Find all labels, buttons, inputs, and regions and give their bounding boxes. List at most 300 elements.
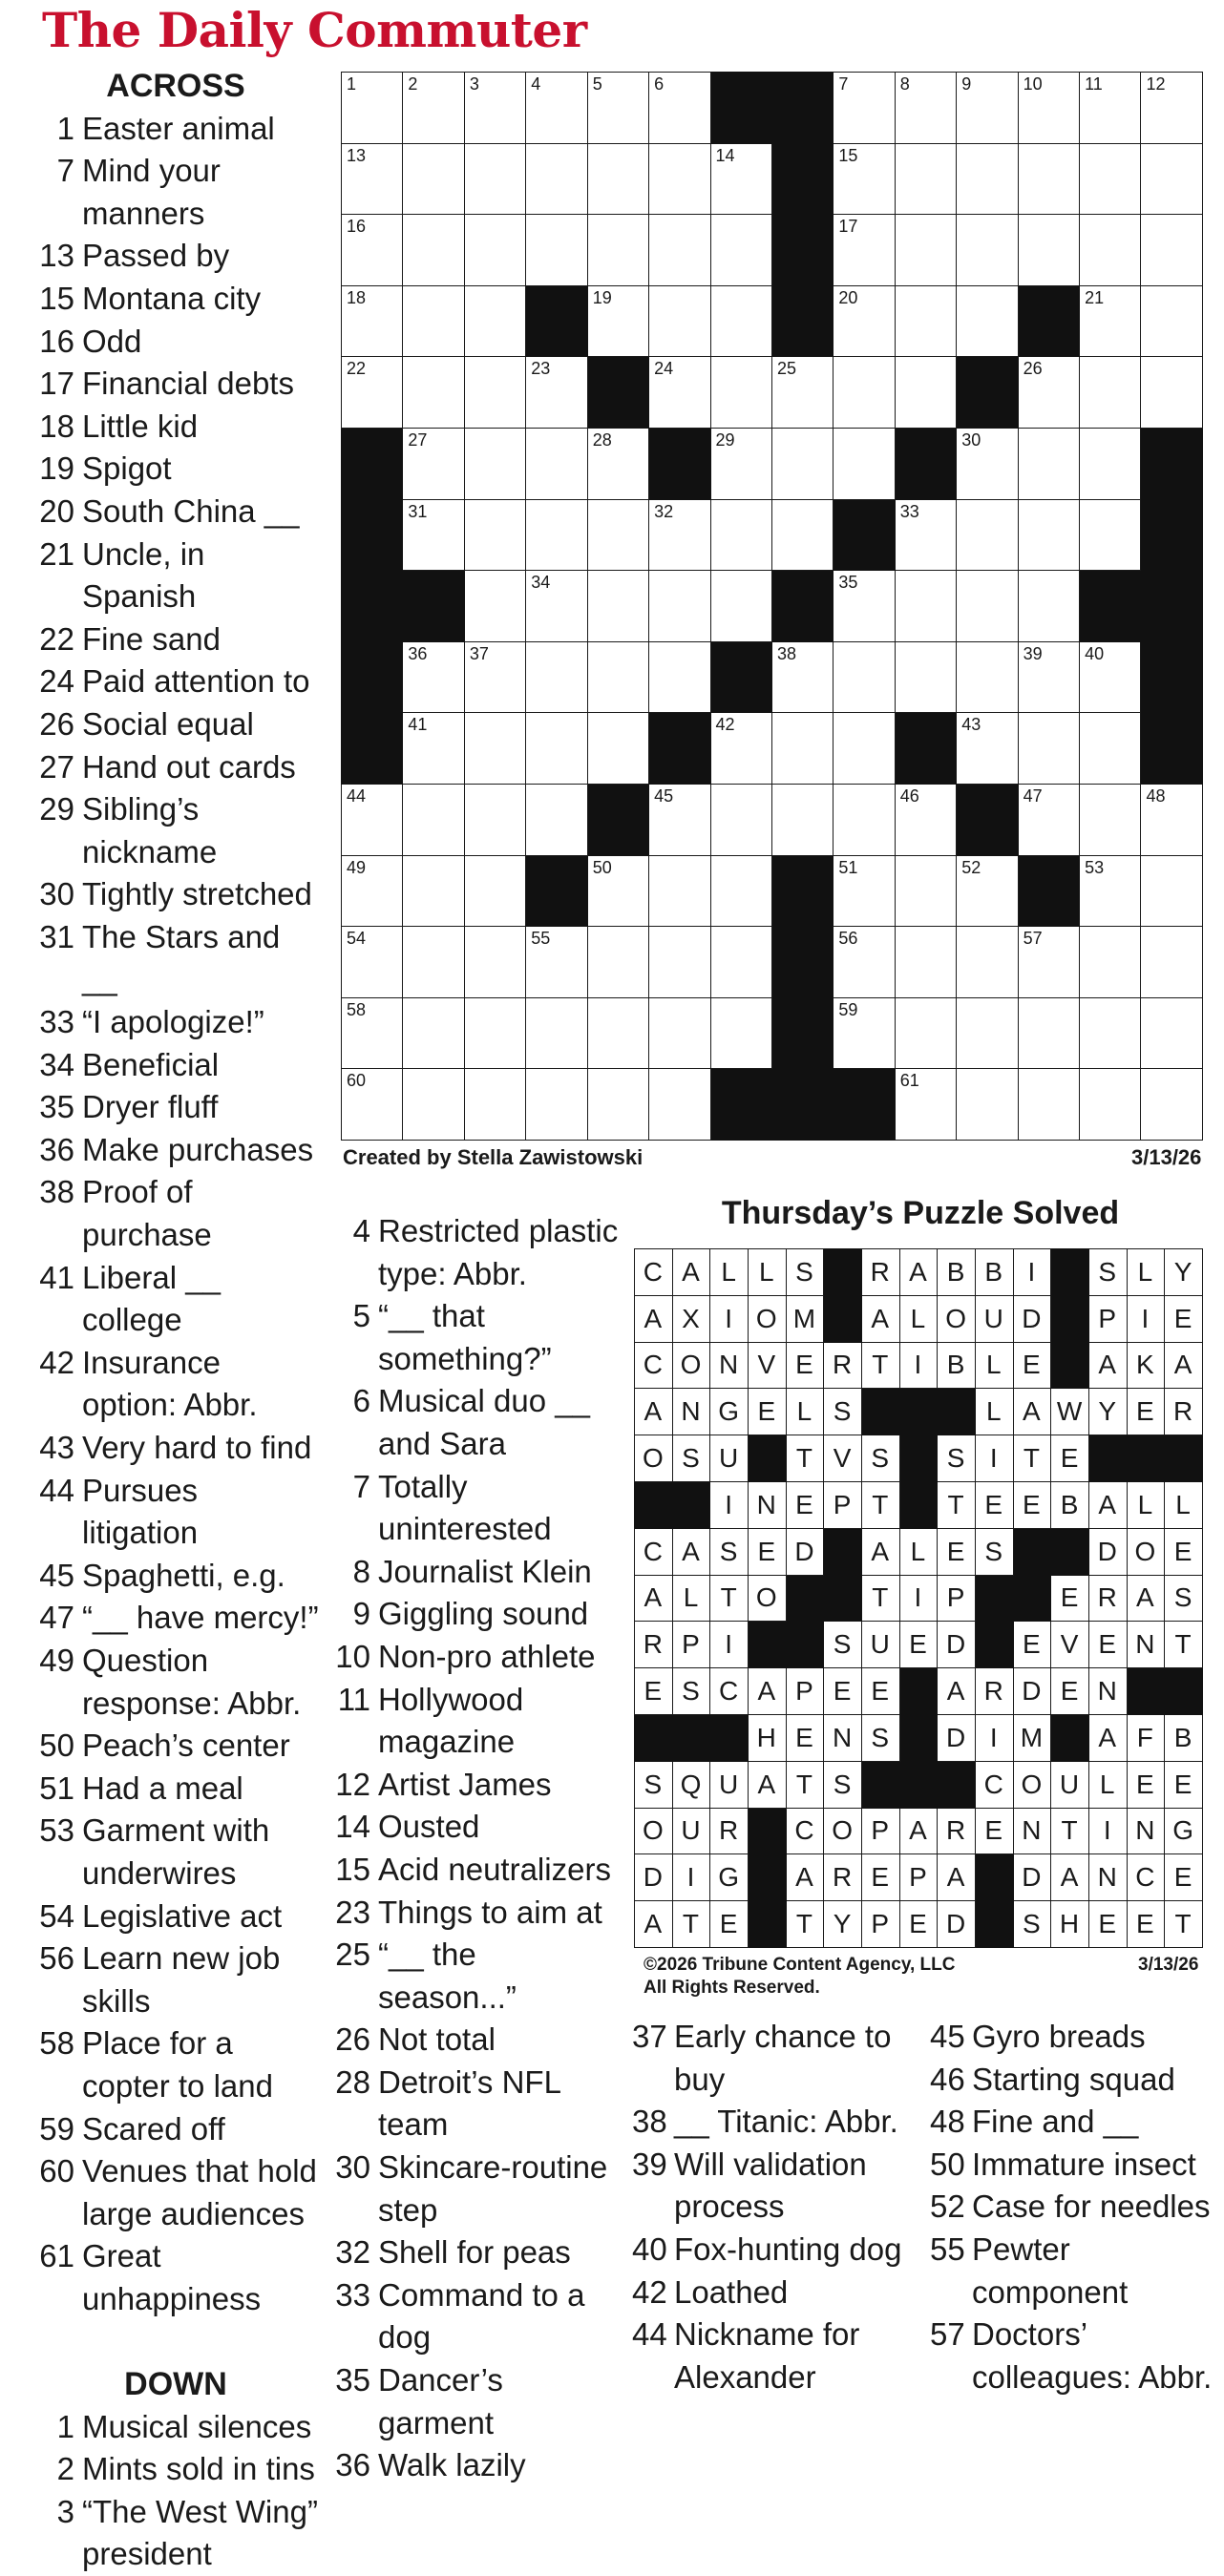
grid-cell[interactable] — [895, 357, 956, 429]
grid-cell[interactable] — [1141, 73, 1203, 144]
grid-cell[interactable] — [895, 285, 956, 357]
grid-cell[interactable] — [710, 428, 771, 499]
across-clue[interactable] — [32, 491, 319, 534]
grid-cell[interactable] — [1141, 215, 1203, 286]
grid-cell[interactable] — [464, 143, 525, 215]
grid-cell[interactable] — [834, 285, 895, 357]
grid-cell[interactable] — [342, 73, 403, 144]
grid-cell[interactable] — [649, 784, 710, 855]
down-heading: DOWN — [124, 2366, 227, 2403]
grid-cell[interactable] — [1018, 73, 1079, 144]
grid-cell[interactable] — [526, 784, 587, 855]
down-clue[interactable] — [334, 1466, 621, 1551]
across-clue[interactable] — [32, 2150, 319, 2235]
grid-cell[interactable] — [403, 997, 464, 1069]
grid-cell[interactable] — [710, 927, 771, 998]
grid-cell[interactable] — [403, 641, 464, 713]
grid-cell[interactable] — [1080, 73, 1141, 144]
grid-cell[interactable] — [1141, 1069, 1203, 1141]
grid-cell[interactable] — [587, 499, 648, 571]
grid-cell[interactable] — [403, 285, 464, 357]
across-clue[interactable] — [32, 1001, 319, 1044]
grid-cell[interactable] — [649, 571, 710, 642]
across-clue[interactable] — [32, 2022, 319, 2107]
down-clue[interactable] — [334, 1636, 621, 1679]
grid-cell[interactable] — [649, 927, 710, 998]
down-clue[interactable] — [632, 2016, 918, 2101]
clue-number: 44 — [39, 1472, 74, 1508]
grid-cell[interactable] — [957, 143, 1018, 215]
grid-cell[interactable] — [526, 357, 587, 429]
grid-cell[interactable] — [587, 997, 648, 1069]
grid-cell[interactable] — [649, 499, 710, 571]
cell-number: 22 — [347, 359, 367, 379]
clue-number: 42 — [632, 2273, 667, 2310]
grid-cell[interactable] — [1080, 784, 1141, 855]
grid-cell[interactable] — [834, 784, 895, 855]
across-clue[interactable] — [32, 406, 319, 449]
grid-cell[interactable] — [1141, 855, 1203, 927]
grid-cell[interactable] — [1018, 713, 1079, 785]
across-clue[interactable] — [32, 1044, 319, 1087]
across-clue[interactable] — [32, 1257, 319, 1342]
grid-cell[interactable] — [526, 927, 587, 998]
grid-cell[interactable] — [771, 357, 833, 429]
grid-cell[interactable] — [464, 997, 525, 1069]
clue-text: Musical duo __ and Sara — [378, 1383, 590, 1461]
across-clue[interactable] — [32, 1086, 319, 1129]
clue-text: Scared off — [82, 2110, 225, 2147]
clue-number: 27 — [39, 748, 74, 785]
down-clue[interactable] — [930, 2144, 1216, 2187]
grid-cell[interactable] — [464, 784, 525, 855]
grid-cell[interactable] — [957, 499, 1018, 571]
grid-cell[interactable] — [587, 641, 648, 713]
grid-cell[interactable] — [771, 784, 833, 855]
across-clue[interactable] — [32, 448, 319, 491]
grid-cell[interactable] — [957, 641, 1018, 713]
solved-date: 3/13/26 — [1138, 1955, 1199, 1975]
grid-cell[interactable] — [834, 571, 895, 642]
grid-cell[interactable] — [771, 713, 833, 785]
solved-cell: V — [1051, 1622, 1089, 1668]
down-clue[interactable] — [930, 2059, 1216, 2102]
across-clue[interactable] — [32, 660, 319, 703]
across-clue[interactable] — [32, 108, 319, 151]
grid-cell[interactable] — [1141, 927, 1203, 998]
down-clue[interactable] — [930, 2229, 1216, 2314]
down-clue[interactable] — [930, 2186, 1216, 2229]
down-clue[interactable] — [930, 2101, 1216, 2144]
grid-cell[interactable] — [834, 641, 895, 713]
grid-cell[interactable] — [587, 215, 648, 286]
grid-cell[interactable] — [895, 1069, 956, 1141]
across-clue[interactable] — [32, 1129, 319, 1172]
across-clue[interactable] — [32, 916, 319, 1001]
grid-cell[interactable] — [526, 428, 587, 499]
across-clue[interactable] — [32, 1895, 319, 1938]
solved-cell: E — [786, 1481, 824, 1528]
grid-cell[interactable] — [403, 215, 464, 286]
grid-cell[interactable] — [895, 73, 956, 144]
down-clue[interactable] — [334, 1764, 621, 1807]
grid-cell[interactable] — [1018, 215, 1079, 286]
solved-cell: G — [1165, 1808, 1203, 1854]
grid-cell[interactable] — [1141, 997, 1203, 1069]
grid-cell[interactable] — [464, 855, 525, 927]
clue-number: 25 — [335, 1937, 370, 1973]
down-clue[interactable] — [632, 2272, 918, 2314]
down-clue[interactable] — [334, 2147, 621, 2231]
down-clue[interactable] — [334, 2359, 621, 2444]
grid-cell[interactable] — [1018, 428, 1079, 499]
solved-cell: Y — [1165, 1249, 1203, 1296]
across-clue[interactable] — [32, 1725, 319, 1768]
grid-cell[interactable] — [1080, 713, 1141, 785]
grid-cell[interactable] — [834, 927, 895, 998]
across-clue[interactable] — [32, 1427, 319, 1470]
grid-cell[interactable] — [1141, 784, 1203, 855]
down-clue[interactable] — [632, 2144, 918, 2229]
solved-cell: H — [748, 1714, 786, 1761]
across-clue[interactable] — [32, 1810, 319, 1895]
grid-cell[interactable] — [587, 73, 648, 144]
grid-cell[interactable] — [710, 784, 771, 855]
down-clue[interactable] — [334, 2274, 621, 2359]
grid-cell[interactable] — [1018, 499, 1079, 571]
solved-cell: L — [672, 1575, 710, 1622]
grid-cell[interactable] — [342, 215, 403, 286]
across-clue[interactable] — [32, 788, 319, 873]
down-clue[interactable] — [334, 1380, 621, 1465]
grid-cell[interactable] — [403, 927, 464, 998]
cell-number: 23 — [531, 359, 551, 379]
grid-cell[interactable] — [526, 641, 587, 713]
grid-cell[interactable] — [587, 428, 648, 499]
down-clue-column-right-1 — [632, 2016, 918, 2398]
grid-cell[interactable] — [1080, 927, 1141, 998]
down-clue[interactable] — [334, 1849, 621, 1892]
grid-cell[interactable] — [526, 997, 587, 1069]
down-clue[interactable] — [930, 2016, 1216, 2059]
across-clue[interactable] — [32, 150, 319, 235]
grid-cell[interactable] — [526, 143, 587, 215]
grid-cell[interactable] — [464, 1069, 525, 1141]
solved-cell: E — [1013, 1481, 1051, 1528]
grid-cell[interactable] — [403, 428, 464, 499]
grid-cell[interactable] — [526, 73, 587, 144]
grid-cell[interactable] — [895, 143, 956, 215]
black-square — [824, 1575, 862, 1622]
grid-cell[interactable] — [834, 143, 895, 215]
grid-cell[interactable] — [1018, 1069, 1079, 1141]
grid-cell[interactable] — [1018, 571, 1079, 642]
cell-number: 44 — [347, 785, 367, 806]
grid-cell[interactable] — [342, 1069, 403, 1141]
down-clue[interactable] — [334, 1295, 621, 1380]
down-clue[interactable] — [334, 2019, 621, 2062]
grid-cell[interactable] — [526, 1069, 587, 1141]
grid-cell[interactable] — [710, 285, 771, 357]
grid-cell[interactable] — [895, 215, 956, 286]
across-clue[interactable] — [32, 1171, 319, 1256]
grid-cell[interactable] — [649, 997, 710, 1069]
grid-cell[interactable] — [526, 713, 587, 785]
grid-cell[interactable] — [649, 143, 710, 215]
grid-cell[interactable] — [342, 784, 403, 855]
down-clue[interactable] — [334, 1551, 621, 1594]
solved-cell: B — [1165, 1714, 1203, 1761]
down-clue[interactable] — [930, 2314, 1216, 2398]
grid-cell[interactable] — [834, 713, 895, 785]
clue-number: 34 — [39, 1046, 74, 1082]
grid-cell[interactable] — [1080, 641, 1141, 713]
grid-cell[interactable] — [403, 784, 464, 855]
solved-cell: A — [861, 1528, 899, 1575]
grid-cell[interactable] — [464, 641, 525, 713]
across-clue[interactable] — [32, 2108, 319, 2151]
grid-cell[interactable] — [649, 215, 710, 286]
grid-cell[interactable] — [464, 499, 525, 571]
grid-cell[interactable] — [1018, 143, 1079, 215]
grid-cell[interactable] — [587, 571, 648, 642]
down-clue[interactable] — [334, 1593, 621, 1636]
grid-cell[interactable] — [895, 997, 956, 1069]
grid-cell[interactable] — [895, 641, 956, 713]
grid-cell[interactable] — [834, 215, 895, 286]
grid-cell[interactable] — [1141, 357, 1203, 429]
clue-number: 14 — [335, 1809, 370, 1845]
grid-cell[interactable] — [464, 571, 525, 642]
grid-cell[interactable] — [834, 357, 895, 429]
down-clue[interactable] — [334, 2231, 621, 2274]
grid-cell[interactable] — [587, 285, 648, 357]
across-clue[interactable] — [32, 873, 319, 916]
grid-cell[interactable] — [957, 428, 1018, 499]
solved-cell: V — [748, 1342, 786, 1389]
black-square — [710, 1714, 749, 1761]
across-clue[interactable] — [32, 2235, 319, 2320]
clue-text: Great unhappiness — [82, 2238, 262, 2316]
grid-cell[interactable] — [710, 499, 771, 571]
grid-cell[interactable] — [649, 855, 710, 927]
grid-cell[interactable] — [526, 499, 587, 571]
across-clue[interactable] — [32, 278, 319, 321]
clue-number: 45 — [930, 2019, 965, 2054]
grid-cell[interactable] — [957, 73, 1018, 144]
grid-cell[interactable] — [1080, 1069, 1141, 1141]
grid-cell[interactable] — [464, 73, 525, 144]
down-clue[interactable] — [32, 2406, 319, 2449]
across-clue[interactable] — [32, 235, 319, 278]
grid-cell[interactable] — [957, 713, 1018, 785]
down-clue[interactable] — [334, 1934, 621, 2019]
grid-cell[interactable] — [1080, 499, 1141, 571]
solved-cell: A — [1013, 1389, 1051, 1435]
solved-cell: B — [938, 1342, 976, 1389]
solved-row — [635, 1528, 1203, 1575]
solved-cell: A — [938, 1668, 976, 1715]
grid-cell[interactable] — [710, 571, 771, 642]
grid-cell[interactable] — [957, 571, 1018, 642]
grid-cell[interactable] — [464, 713, 525, 785]
grid-cell[interactable] — [403, 855, 464, 927]
grid-cell[interactable] — [771, 428, 833, 499]
grid-cell[interactable] — [403, 143, 464, 215]
grid-cell[interactable] — [957, 215, 1018, 286]
black-square — [342, 641, 403, 713]
grid-cell[interactable] — [403, 713, 464, 785]
grid-cell[interactable] — [1018, 997, 1079, 1069]
solved-cell: A — [635, 1389, 673, 1435]
clue-number: 50 — [930, 2146, 965, 2182]
grid-cell[interactable] — [957, 855, 1018, 927]
grid-cell[interactable] — [464, 428, 525, 499]
grid-cell[interactable] — [710, 215, 771, 286]
clue-number: 29 — [39, 791, 74, 827]
grid-cell[interactable] — [464, 357, 525, 429]
grid-cell[interactable] — [342, 357, 403, 429]
grid-cell[interactable] — [895, 855, 956, 927]
grid-cell[interactable] — [526, 571, 587, 642]
across-clue[interactable] — [32, 1555, 319, 1598]
grid-cell[interactable] — [710, 143, 771, 215]
solved-cell: E — [1127, 1761, 1165, 1808]
grid-cell[interactable] — [342, 285, 403, 357]
across-clue[interactable] — [32, 703, 319, 746]
grid-cell[interactable] — [1080, 215, 1141, 286]
across-clue[interactable] — [32, 321, 319, 364]
clue-number: 6 — [352, 1383, 370, 1419]
grid-cell[interactable] — [834, 428, 895, 499]
grid-cell[interactable] — [1141, 143, 1203, 215]
grid-cell[interactable] — [342, 997, 403, 1069]
grid-cell[interactable] — [1080, 285, 1141, 357]
solved-cell: O — [672, 1342, 710, 1389]
across-clue[interactable] — [32, 1342, 319, 1427]
grid-cell[interactable] — [403, 499, 464, 571]
grid-cell[interactable] — [771, 641, 833, 713]
clue-text: Make purchases — [82, 1131, 314, 1167]
grid-row — [342, 428, 1203, 499]
grid-cell[interactable] — [895, 927, 956, 998]
down-clue[interactable] — [334, 1806, 621, 1849]
grid-cell[interactable] — [895, 784, 956, 855]
grid-cell[interactable] — [1018, 927, 1079, 998]
grid-cell[interactable] — [1080, 428, 1141, 499]
grid-cell[interactable] — [403, 73, 464, 144]
across-clue[interactable] — [32, 1470, 319, 1555]
clue-text: Liberal __ college — [82, 1259, 221, 1338]
grid-cell[interactable] — [342, 855, 403, 927]
grid-cell[interactable] — [710, 997, 771, 1069]
grid-cell[interactable] — [587, 1069, 648, 1141]
grid-cell[interactable] — [710, 357, 771, 429]
grid-cell[interactable] — [895, 499, 956, 571]
grid-cell[interactable] — [464, 927, 525, 998]
grid-cell[interactable] — [1141, 285, 1203, 357]
down-clue[interactable] — [334, 1679, 621, 1764]
clue-text: Acid neutralizers — [378, 1851, 611, 1887]
grid-cell[interactable] — [587, 927, 648, 998]
grid-cell[interactable] — [587, 855, 648, 927]
solved-cell: L — [899, 1528, 938, 1575]
grid-cell[interactable] — [342, 927, 403, 998]
across-clue[interactable] — [32, 363, 319, 406]
across-clue[interactable] — [32, 618, 319, 661]
solved-row — [635, 1389, 1203, 1435]
grid-cell[interactable] — [1018, 357, 1079, 429]
grid-cell[interactable] — [526, 215, 587, 286]
grid-cell[interactable] — [957, 927, 1018, 998]
down-clue[interactable] — [32, 2448, 319, 2491]
grid-cell[interactable] — [771, 499, 833, 571]
grid-cell[interactable] — [710, 855, 771, 927]
clue-number: 42 — [39, 1344, 74, 1380]
grid-cell[interactable] — [649, 285, 710, 357]
grid-cell[interactable] — [464, 215, 525, 286]
grid-cell[interactable] — [342, 143, 403, 215]
across-clue[interactable] — [32, 1768, 319, 1811]
down-clue[interactable] — [334, 1210, 621, 1295]
black-square — [899, 1714, 938, 1761]
grid-cell[interactable] — [587, 713, 648, 785]
grid-cell[interactable] — [895, 571, 956, 642]
grid-cell[interactable] — [957, 997, 1018, 1069]
grid-cell[interactable] — [834, 855, 895, 927]
grid-cell[interactable] — [710, 713, 771, 785]
grid-cell[interactable] — [1080, 357, 1141, 429]
down-clue[interactable] — [632, 2314, 918, 2398]
across-clue[interactable] — [32, 1937, 319, 2022]
clue-number: 7 — [352, 1468, 370, 1504]
grid-cell[interactable] — [403, 357, 464, 429]
solved-cell: A — [1088, 1342, 1127, 1389]
grid-cell[interactable] — [957, 1069, 1018, 1141]
across-clue[interactable] — [32, 534, 319, 618]
grid-cell[interactable] — [649, 357, 710, 429]
crossword-grid[interactable] — [341, 72, 1203, 1141]
grid-cell[interactable] — [1080, 997, 1141, 1069]
across-clue[interactable] — [32, 746, 319, 789]
grid-cell[interactable] — [834, 997, 895, 1069]
grid-cell[interactable] — [587, 143, 648, 215]
grid-cell[interactable] — [1018, 784, 1079, 855]
down-clue[interactable] — [632, 2229, 918, 2272]
grid-cell[interactable] — [1080, 143, 1141, 215]
across-clue[interactable] — [32, 1597, 319, 1640]
grid-cell[interactable] — [834, 73, 895, 144]
across-clue[interactable] — [32, 1640, 319, 1725]
grid-cell[interactable] — [1018, 641, 1079, 713]
black-square — [975, 1575, 1013, 1622]
down-clue[interactable] — [334, 2444, 621, 2487]
down-clue[interactable] — [334, 2062, 621, 2147]
grid-cell[interactable] — [649, 1069, 710, 1141]
grid-cell[interactable] — [1080, 855, 1141, 927]
down-clue[interactable] — [32, 2491, 319, 2576]
down-clue[interactable] — [632, 2101, 918, 2144]
grid-cell[interactable] — [403, 1069, 464, 1141]
cell-number: 48 — [1146, 785, 1166, 806]
grid-cell[interactable] — [649, 73, 710, 144]
grid-cell[interactable] — [464, 285, 525, 357]
solved-cell: T — [672, 1901, 710, 1948]
down-clue[interactable] — [334, 1892, 621, 1935]
grid-cell[interactable] — [957, 285, 1018, 357]
solved-row — [635, 1854, 1203, 1901]
grid-cell[interactable] — [649, 641, 710, 713]
